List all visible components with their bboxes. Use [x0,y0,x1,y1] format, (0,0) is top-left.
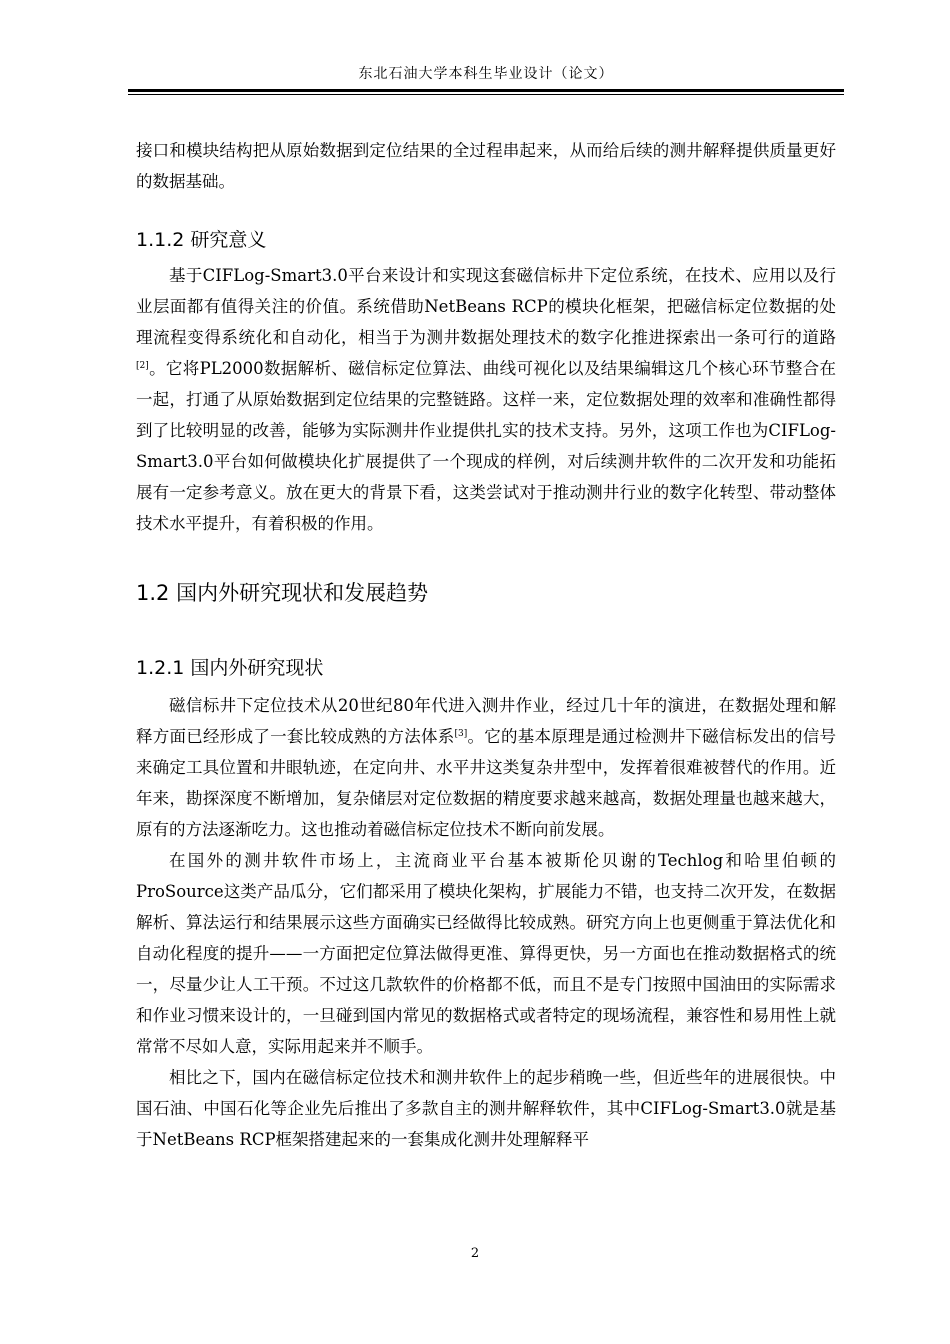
status-text-a: 磁信标井下定位技术从20世纪80年代进入测井作业，经过几十年的演进，在数据处理和解释方面已经形成了一套比较成熟的方法体系 [136,696,836,746]
heading-1-2-1: 1.2.1 国内外研究现状 [136,657,324,679]
page-body [136,135,836,1155]
foreign-paragraph: 在国外的测井软件市场上，主流商业平台基本被斯伦贝谢的Techlog和哈里伯顿的ProSource这类产品瓜分，它们都采用了模块化架构，扩展能力不错，也支持二次开发，在数据解析、算法运行和结果展示这些方面确实已经做得比较成熟。研究方向上也更侧重于算法优化和自动化程度的提升——一方面把定位算法做得更准、算得更快，另一方面也在推动数据格式的统一，尽量少让人工干预。不过这几款软件的价格都不低，而且不是专门按照中国油田的实际需求和作业习惯来设计的，一旦碰到国内常见的数据格式或者特定的现场流程，兼容性和易用性上就常常不尽如人意，实际用起来并不顺手。 [136,851,836,1056]
significance-paragraph [136,260,836,539]
significance-text-b: 。它将PL2000数据解析、磁信标定位算法、曲线可视化以及结果编辑这几个核心环节整合在一起，打通了从原始数据到定位结果的完整链路。这样一来，定位数据处理的效率和准确性都得到了比较明显的改善，能够为实际测井作业提供扎实的技术支持。另外，这项工作也为CIFLog-Smart3.0平台如何做模块化扩展提供了一个现成的样例，对后续测井软件的二次开发和功能拓展有一定参考意义。放在更大的背景下看，这类尝试对于推动测井行业的数字化转型、带动整体技术水平提升，有着积极的作用。 [136,359,836,533]
citation-3: [3] [454,729,468,739]
status-text-b: 。它的基本原理是通过检测井下磁信标发出的信号来确定工具位置和井眼轨迹，在定向井、水平井这类复杂井型中，发挥着很难被替代的作用。近年来，勘探深度不断增加，复杂储层对定位数据的精度要求越来越高，数据处理量也越来越大，原有的方法逐渐吃力。这也推动着磁信标定位技术不断向前发展。 [136,727,837,839]
heading-1-2: 1.2 国内外研究现状和发展趋势 [136,581,429,605]
significance-text-a: 基于CIFLog-Smart3.0平台来设计和实现这套磁信标井下定位系统，在技术、应用以及行业层面都有值得关注的价值。系统借助NetBeans RCP的模块化框架，把磁信标定位数据的处理流程变得系统化和自动化，相当于为测井数据处理技术的数字化推进探索出一条可行的道路 [136,266,836,347]
header-rule-thick [128,89,844,92]
page-number: 2 [470,1246,480,1261]
header-rule-thin [128,94,844,95]
intro-paragraph: 接口和模块结构把从原始数据到定位结果的全过程串起来，从而给后续的测井解释提供质量更好的数据基础。 [136,141,836,191]
domestic-paragraph: 相比之下，国内在磁信标定位技术和测井软件上的起步稍晚一些，但近些年的进展很快。中国石油、中国石化等企业先后推出了多款自主的测井解释软件，其中CIFLog-Smart3.0就是基于NetBeans RCP框架搭建起来的一套集成化测井处理解释平 [136,1068,836,1149]
citation-2: [2] [136,361,149,371]
status-paragraph [136,690,836,845]
running-header: 东北石油大学本科生毕业设计（论文） [358,66,614,82]
heading-1-1-2: 1.1.2 研究意义 [136,229,267,251]
